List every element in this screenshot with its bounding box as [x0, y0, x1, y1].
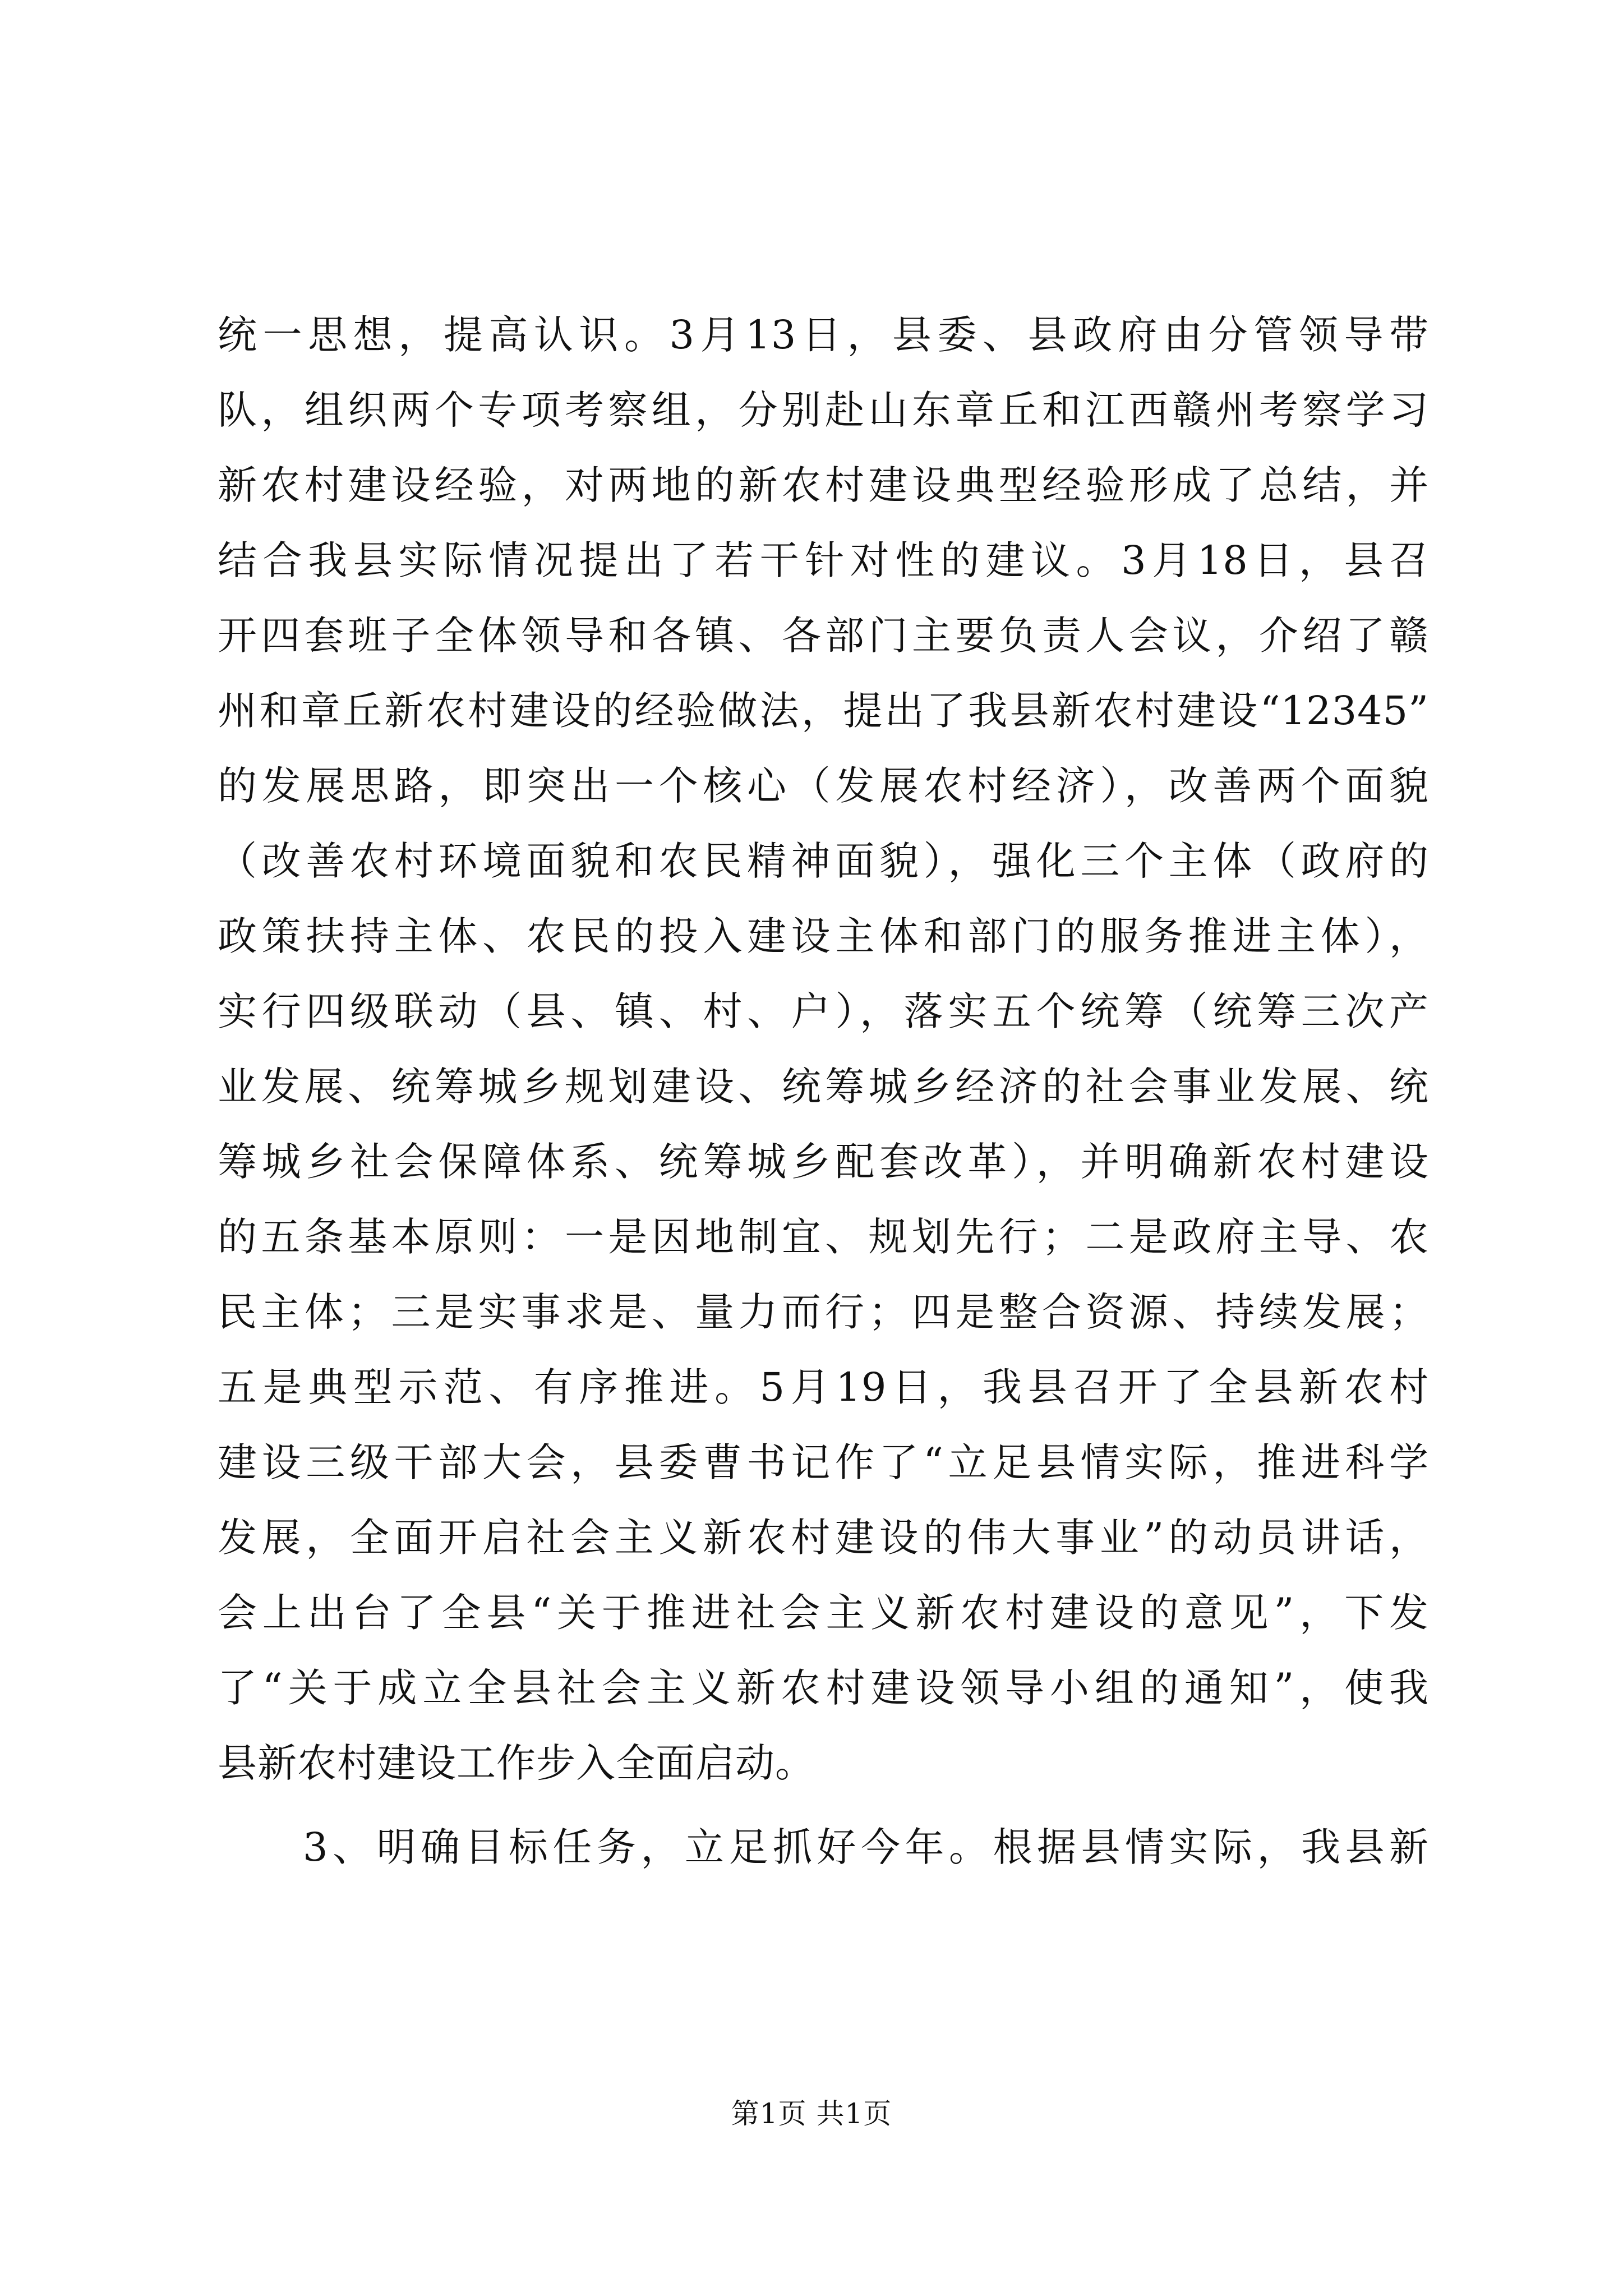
text-line: 业发展、统筹城乡规划建设、统筹城乡经济的社会事业发展、统: [218, 1064, 1429, 1110]
text-line: 的发展思路，即突出一个核心（发展农村经济），改善两个面貌: [218, 763, 1429, 809]
text-line: 结合我县实际情况提出了若干针对性的建议。3月18日，县召: [218, 537, 1429, 583]
text-line: 统一思想，提高认识。3月13日，县委、县政府由分管领导带: [218, 312, 1429, 358]
page-footer: [0, 2097, 1623, 2131]
page-number: 第1页 共1页: [731, 2097, 892, 2130]
text-line: 新农村建设经验，对两地的新农村建设典型经验形成了总结，并: [218, 462, 1429, 508]
paragraph-spacer: [218, 1801, 1429, 1810]
text-line: 建设三级干部大会，县委曹书记作了“立足县情实际，推进科学: [218, 1439, 1429, 1485]
text-line: （改善农村环境面貌和农民精神面貌），强化三个主体（政府的: [218, 838, 1429, 884]
text-line: 队，组织两个专项考察组，分别赴山东章丘和江西赣州考察学习: [218, 387, 1429, 433]
text-line: 筹城乡社会保障体系、统筹城乡配套改革），并明确新农村建设: [218, 1139, 1429, 1185]
body-text: [218, 297, 1429, 1885]
text-line: 政策扶持主体、农民的投入建设主体和部门的服务推进主体），: [218, 913, 1429, 959]
text-line: 州和章丘新农村建设的经验做法，提出了我县新农村建设“12345”: [218, 688, 1429, 734]
text-line: 会上出台了全县“关于推进社会主义新农村建设的意见”，下发: [218, 1590, 1429, 1636]
text-line: 实行四级联动（县、镇、村、户），落实五个统筹（统筹三次产: [218, 988, 1429, 1034]
text-line: 了“关于成立全县社会主义新农村建设领导小组的通知”，使我: [218, 1665, 1429, 1711]
paragraph-1: [218, 297, 1429, 1801]
text-line: 开四套班子全体领导和各镇、各部门主要负责人会议，介绍了赣: [218, 613, 1429, 659]
paragraph-2: [218, 1810, 1429, 1885]
text-line: 五是典型示范、有序推进。5月19日，我县召开了全县新农村: [218, 1364, 1429, 1410]
text-line: 县新农村建设工作步入全面启动。: [218, 1740, 815, 1786]
text-line: 民主体；三是实事求是、量力而行；四是整合资源、持续发展；: [218, 1289, 1429, 1335]
text-line: 3、明确目标任务，立足抓好今年。根据县情实际，我县新: [303, 1824, 1429, 1870]
text-line: 发展，全面开启社会主义新农村建设的伟大事业”的动员讲话，: [218, 1515, 1429, 1561]
text-line: 的五条基本原则：一是因地制宜、规划先行；二是政府主导、农: [218, 1214, 1429, 1260]
